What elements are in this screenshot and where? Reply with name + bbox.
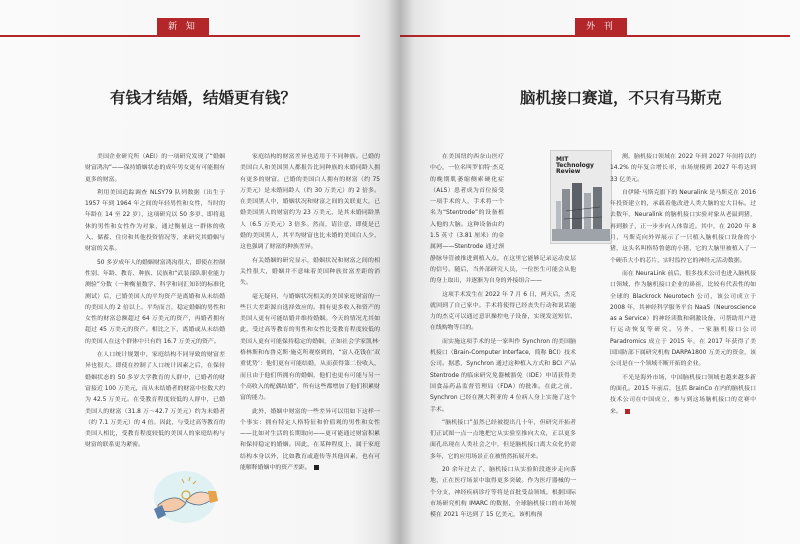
section-tag: 外 刊 xyxy=(575,18,627,36)
paragraph: 而实施这项手术的是一家叫作 Synchron 的美国脑机接口（Brain-Computer Interface，简称 BCI）技术公司。据悉，Synchron 通过这种植入方式和 BCI 产品 Stentrode 的临床研究免器械豁免（IDE）申请获得美国食品药品监督管理局（FDA）的批准。在此之前，Synchron 已经在澳大利亚的 4 位病人身上实施了这个手术。 xyxy=(430,338,576,413)
paragraph: 20 余年过去了，脑机接口从实验阶段逐步走向落地，正在医疗场景中取得更多突破。作为医疗器械的一个分支，神经疾病诊疗等将是首批受益领域。根据国际市场研究机构 IMARC 的数据，全球脑机接口的市场规模在 2021 年达到了 15 亿美元，该机构预 xyxy=(430,467,576,519)
end-mark xyxy=(625,409,630,414)
paragraph: 测，脑机接口领域在 2022 年到 2027 年间将以约 14.2% 的年复合增长率，市场规模到 2027 年将达到 33 亿美元。 xyxy=(610,154,756,183)
paragraph: 这项手术发生在 2022 年 7 月 6 日，两天后，杰克就回到了自己家中。手术将使得已经丧失行动和说话能力的杰克可以通过意识操控电子设备，实现发送短信、在线购物等目的。 xyxy=(430,291,576,332)
paragraph: 利用美国追踪调查 NLSY79 队列数据（出生于 1957 年到 1964 年之间的年轻男性和女性，当时的年龄在 14 至 22 岁），这项研究以 50 多岁、即将退休的男性和女性作为对象，通过衡量这一群体的收入、储蓄、住房和其他投资情况等，来研究其婚姻与财富的关系。 xyxy=(85,189,225,253)
paragraph: 有关婚姻的研究显示，婚姻状况和财富之间的相关性很大，婚姻并不意味着美国种族贫富差距的消失。 xyxy=(240,257,380,287)
paragraph: 此外，婚姻中财富的一些差异可以用如下这样一个事实：拥有特定人格特征和价值观的男性和女性——比如对生活的长期取向——更可能通过财富积累和保持稳定的婚姻。因此，在某种程度上，属于家庭结构本身以外，比如教育或遗传等其他因素，也有可能解释婚姻中的资产差距。 xyxy=(240,408,380,472)
paragraph: 而在 NeuraLink 前后，很多技术公司也进入脑机接口领域，作为脑机接口企业的鼻祖，比较有代表性的如全球的 Blackrock Neurotech 公司，该公司成立于 2008 年，其神经科学服务平台 NaaS（Neuroscience as a Service）的神经读数和刺激设备，可帮助用户进行运动恢复等研究。另外，一家脑机接口公司 Paradromics 成立于 2015 年，在 2017 年获得了美国国防部下属研究机构 DARPA1800 万美元的资金，该公司是在一个领域不断开拓的企业。 xyxy=(610,270,756,368)
paragraph: 不光是海外市场，中国脑机接口领域也越来越多新的面孔。2015 年前后，包括 BrainCo 在内的脑机接口技术公司在中国成立，参与到这场脑机接口的竞赛中来。 xyxy=(610,374,756,415)
paragraph: 毫无疑问，与婚姻状况相关的美国家庭财富的一些巨大差距源自选择效应的。拥有更多收入和资产的美国人更有可能结婚并维持婚姻。今天的情况尤其如此，受过高等教育的男性和女性比受教育程度较低的美国人更有可能保持稳定的婚姻，正如社会学家凯林·格林斯和布鲁克斯·施克所观察到的，“富人花钱在‘双重优势’：他们更有可能结婚，从而获得第二份收入，而且由于他们所拥有的婚姻，他们也更有可能与另一个高收入的配偶结婚”，所有这些都增加了他们积累财富的能力。 xyxy=(240,293,380,402)
article-headline: 有钱才结婚，结婚更有钱？ xyxy=(110,89,297,107)
paragraph: 50 多岁成年人的婚姻财富鸿沟很大，即使在控制性别、年龄、教育、种族、民族和“武装部队职业能力测验”分数（一种衡量数学、科学和词汇知识的标准化测试）后，已婚美国人的平均资产是离婚和从未结婚的美国人的 2 倍以上。平均而言，稳定婚姻的男性和女性的财富总额超过 64 万美元的资产，再婚者拥有超过 45 万美元的资产。相比之下，离婚或从未结婚的美国人在这个群体中只有约 16.7 万美元的资产。 xyxy=(85,259,225,345)
section-tag: 新 知 xyxy=(157,18,209,36)
article-column-2 xyxy=(240,152,380,476)
article-headline: 脑机接口赛道，不只有马斯克 xyxy=(520,89,722,107)
end-mark xyxy=(314,465,319,470)
paragraph: 家庭结构的财富差异也适用于不同种族。已婚的美国白人和美国黑人都报告比同种族的未婚同龄人拥有更多的财富。已婚的美国白人拥有的财富（约 75 万美元）是未婚同龄人（约 30 万美元）的 2 倍多。在美国黑人中，婚姻状况和财富之间的关联更大，已婚美国黑人的财富约为 23 万美元，是其未婚同龄黑人（6.5 万美元）3 倍多。然而，请注意，即使是已婚的美国黑人，其平均财富也比未婚的美国白人少，这也强调了财富的种族差异。 xyxy=(240,154,380,251)
book-spine-shadow xyxy=(385,0,415,544)
paragraph: 在人口统计规划中，家庭结构不同导致的财富差异也很大。即使在控制了人口统计因素之后，在保持婚姻状态的 50 多岁大学教育的人群中，已婚者的财富接近 100 万美元，而从未结婚者的财富中位数大约为 42.5 万美元。在受教育程度较低的人群中，已婚美国人的财富（31.8 万～42.7 万美元）约为未婚者（约 7.1 万美元）的 4 倍。因此，与受过高等教育的美国人相比，受教育程度较低的美国人的家庭结构与财富的联系更为紧密。 xyxy=(85,352,225,449)
magazine-cover-title: MIT Technology Review xyxy=(556,156,594,175)
article-column-2 xyxy=(610,152,756,420)
paragraph: 在美国纽约西奈山医疗中心，一位名叫罗伯特·杰克的晚期肌萎缩侧索硬化症（ALS）患者成为首位接受一项手术的人，手术将一个名为“Stentrode”的设备植入他的大脑。这种设备由约 1.5 英寸（3.81 厘米）的金属网——Stentrode 通过颈静脉导管被推进到植入点，在这里它能够记录运动皮层的信号。随后，当外部研究人员，一位医生可能会从他的身上取出，并逐渐为自身的外接组合—— xyxy=(430,154,576,285)
image-wrap-space xyxy=(504,152,576,252)
paragraph: 自伊隆·马斯克旗下的 Neuralink 是马斯克在 2016 年投资建立的，承载着他改进人类大脑的宏大目标。过去数年，Neuralink 的脑机接口实验对象从老鼠到猪，再到猴子，正一步步向人体靠近。其中，在 2020 年 8 月，马斯克向外界展示了一只植入脑机接口设备的小猪，这头名叫格特鲁德的小猪，它的大脑里被植入了一个硬币大小的芯片，实时监控它的神经元活动数据。 xyxy=(610,189,756,264)
handshake-illustration-icon xyxy=(152,465,218,527)
article-column-1 xyxy=(85,152,225,454)
article-column-1 xyxy=(430,152,576,524)
paragraph: 美国企业研究所（AEI）的一项研究发现了“婚姻财富鸿沟”——保持婚姻状态的成年男女更有可能拥有更多的财富。 xyxy=(85,154,225,183)
right-page xyxy=(400,0,800,544)
paragraph: “脑机接口”虽然已经被提出几十年，但研究开拓者们正试图一点一点地把它从实验室推向大众，正以更多面孔出现在人类社会之中，但是脑机接口离大众化仍需多年，它的应用场景正在被悄然拓展开来。 xyxy=(430,419,576,460)
